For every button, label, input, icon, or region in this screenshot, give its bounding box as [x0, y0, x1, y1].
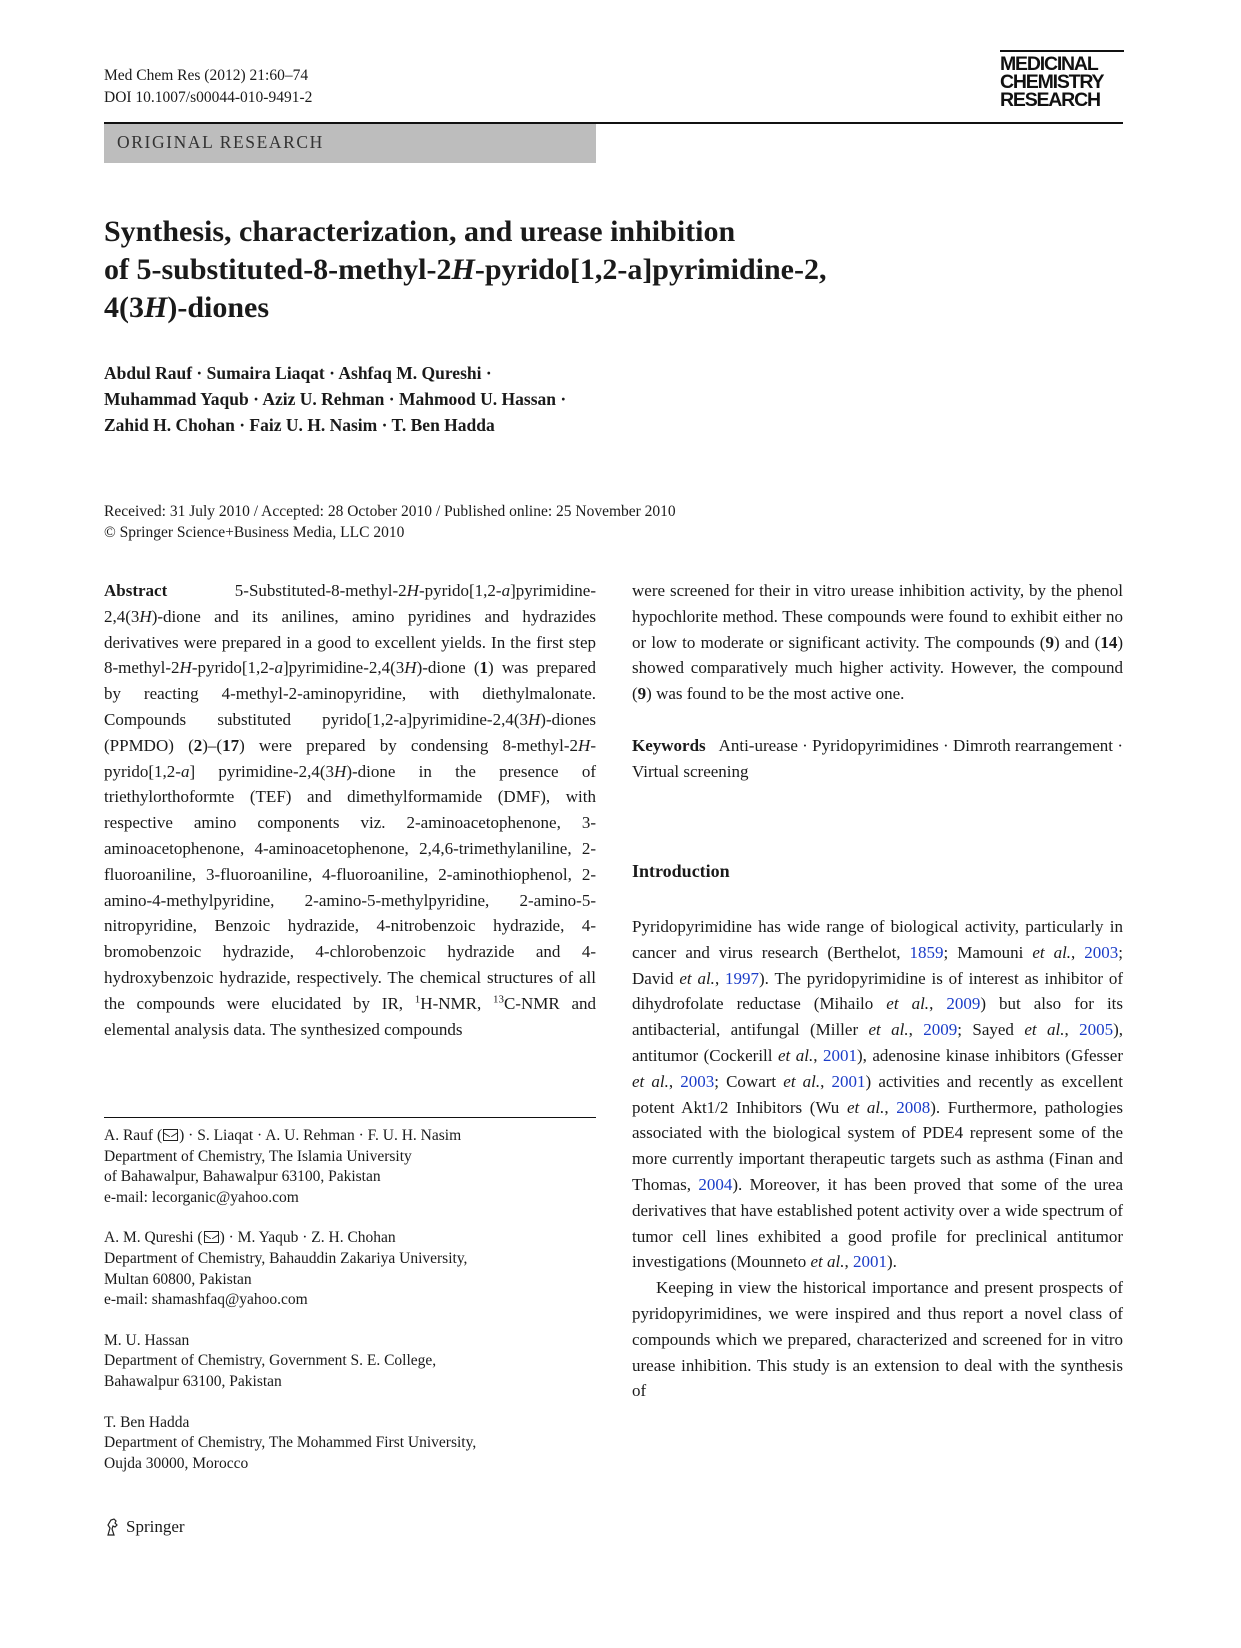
abstract-continued	[632, 578, 1123, 785]
author-list	[104, 360, 904, 438]
springer-horse-icon	[104, 1517, 122, 1537]
publisher-footer	[104, 1517, 185, 1537]
abstract-continued-text: were screened for their in vitro urease inhibition activity, by the phenol hypochlorite method. These compounds were found to exhibit either no or low to moderate or significant activity. The compounds (9) and (14) showed comparatively much higher activity. However, the compound (9) was found to be the most active one.	[632, 581, 1123, 704]
footnote-rule	[104, 1117, 596, 1118]
citation-link[interactable]: 2001	[831, 1071, 866, 1091]
journal-doi[interactable]: DOI 10.1007/s00044-010-9491-2	[104, 89, 313, 106]
journal-citation: Med Chem Res (2012) 21:60–74	[104, 67, 309, 84]
affiliation-2: A. M. Qureshi ( ) · M. Yaqub · Z. H. Chohan Department of Chemistry, Bahauddin Zakariya University, Multan 60800, Pakistan e-mail: shamashfaq@yahoo.com	[104, 1228, 596, 1310]
citation-link[interactable]: 2008	[896, 1097, 931, 1117]
citation-link[interactable]: 2005	[1079, 1020, 1114, 1040]
copyright: © Springer Science+Business Media, LLC 2010	[104, 524, 405, 541]
abstract-label: Abstract	[104, 581, 168, 600]
citation-link[interactable]: 2003	[680, 1071, 715, 1091]
email-link[interactable]: e-mail: shamashfaq@yahoo.com	[104, 1291, 308, 1309]
introduction-body	[632, 914, 1123, 1404]
affiliation-3: M. U. Hassan Department of Chemistry, Government S. E. College, Bahawalpur 63100, Pakistan	[104, 1331, 437, 1390]
abstract	[104, 578, 596, 1042]
citation-link[interactable]: 2009	[923, 1020, 958, 1040]
envelope-icon	[204, 1231, 219, 1243]
citation-link[interactable]: 2004	[698, 1174, 733, 1194]
citation-link[interactable]: 1859	[909, 942, 944, 962]
title-line-2: of 5-substituted-8-methyl-2H-pyrido[1,2-a]pyrimidine-2,	[104, 253, 827, 286]
publisher-name: Springer	[126, 1517, 185, 1536]
section-label: ORIGINAL RESEARCH	[117, 132, 324, 152]
title-line-3: 4(3H)-diones	[104, 291, 270, 324]
article-title	[104, 213, 1044, 327]
logo-line-3: RESEARCH	[1000, 89, 1100, 111]
authors-line-1: Abdul Rauf · Sumaira Liaqat · Ashfaq M. Qureshi ·	[104, 363, 492, 383]
affiliation-4: T. Ben Hadda Department of Chemistry, The Mohammed First University, Oujda 30000, Morocco	[104, 1413, 477, 1472]
affiliation-1: A. Rauf ( ) · S. Liaqat · A. U. Rehman · F. U. H. Nasim Department of Chemistry, The Islamia University of Bahawalpur, Bahawalpur 63100, Pakistan e-mail: lecorganic@yahoo.com	[104, 1126, 596, 1208]
abstract-text: Abstract 5-Substituted-8-methyl-2H-pyrido[1,2-a]pyrimidine-2,4(3H)-dione and its anilines, amino pyridines and hydrazides derivatives were prepared in a good to excellent yields. In the first step 8-methyl-2H-pyrido[1,2-a]pyrimidine-2,4(3H)-dione (1) was prepared by reacting 4-methyl-2-aminopyridine, with diethylmalonate. Compounds substituted pyrido[1,2-a]pyrimidine-2,4(3H)-diones (PPMDO) (2)–(17) were prepared by condensing 8-methyl-2H-pyrido[1,2-a] pyrimidine-2,4(3H)-dione in the presence of triethylorthoformte (TEF) and dimethylformamide (DMF), with respective amino components viz. 2-aminoacetophenone, 3-aminoacetophenone, 4-aminoacetophenone, 2,4,6-trimethylaniline, 2-fluoroaniline, 3-fluoroaniline, 4-fluoroaniline, 2-aminothiophenol, 2-amino-4-methylpyridine, 2-amino-5-methylpyridine, 2-amino-5-nitropyridine, Benzoic hydrazide, 4-nitrobenzoic hydrazide, 4-bromobenzoic hydrazide, 4-chlorobenzoic hydrazide and 4-hydroxybenzoic hydrazide, respectively. The chemical structures of all the compounds were elucidated by IR, $^1$H-NMR, $^{13}$C-NMR and elemental analysis data. The synthesized compounds	[104, 581, 596, 1039]
journal-logo	[1000, 50, 1124, 109]
keywords	[632, 733, 1123, 785]
intro-paragraph-2: Keeping in view the historical importance and present prospects of pyridopyrimidines, we were inspired and thus report a novel class of compounds which we prepared, characterized and screened for in vitro urease inhibition. This study is an extension to deal with the synthesis of	[632, 1278, 1123, 1401]
authors-line-2: Muhammad Yaqub · Aziz U. Rehman · Mahmood U. Hassan ·	[104, 389, 567, 409]
keywords-label: Keywords	[632, 735, 706, 755]
title-line-1: Synthesis, characterization, and urease inhibition	[104, 215, 736, 248]
introduction-heading: Introduction	[632, 861, 730, 881]
intro-paragraph-1: Pyridopyrimidine has wide range of biological activity, particularly in cancer and virus research (Berthelot, 1859; Mamouni et al., 2003; David et al., 1997). The pyridopyrimidine is of interest as inhibitor of dihydrofolate reductase (Mihailo et al., 2009) but also for its antibacterial, antifungal (Miller et al., 2009; Sayed et al., 2005), antitumor (Cockerill et al., 2001), adenosine kinase inhibitors (Gfesser et al., 2003; Cowart et al., 2001) activities and recently as excellent potent Akt1/2 Inhibitors (Wu et al., 2008). Furthermore, pathologies associated with the biological system of PDE4 represent some of the more currently important therapeutic targets such as asthma (Finan and Thomas, 2004). Moreover, it has been proved that some of the urea derivatives that have established potent activity over a wide spectrum of tumor cell lines exhibited a good profile for preclinical antitumor investigations (Mounneto et al., 2001).	[632, 917, 1124, 1272]
citation-link[interactable]: 1997	[725, 968, 760, 988]
citation-link[interactable]: 2009	[946, 994, 981, 1014]
affiliations	[104, 1126, 596, 1494]
citation-link[interactable]: 2003	[1084, 942, 1119, 962]
publication-dates	[104, 501, 1004, 543]
email-link[interactable]: e-mail: lecorganic@yahoo.com	[104, 1188, 299, 1206]
logo-line-2: CHEMISTRY	[1000, 71, 1104, 93]
journal-meta	[104, 65, 312, 109]
history-dates: Received: 31 July 2010 / Accepted: 28 October 2010 / Published online: 25 November 2010	[104, 503, 676, 520]
citation-link[interactable]: 2001	[822, 1045, 857, 1065]
logo-line-1: MEDICINAL	[1000, 53, 1098, 75]
envelope-icon	[163, 1129, 178, 1141]
keywords-text: Anti-urease · Pyridopyrimidines · Dimroth rearrangement · Virtual screening	[632, 735, 1123, 781]
authors-line-3: Zahid H. Chohan · Faiz U. H. Nasim · T. Ben Hadda	[104, 415, 495, 435]
citation-link[interactable]: 2001	[852, 1252, 887, 1272]
